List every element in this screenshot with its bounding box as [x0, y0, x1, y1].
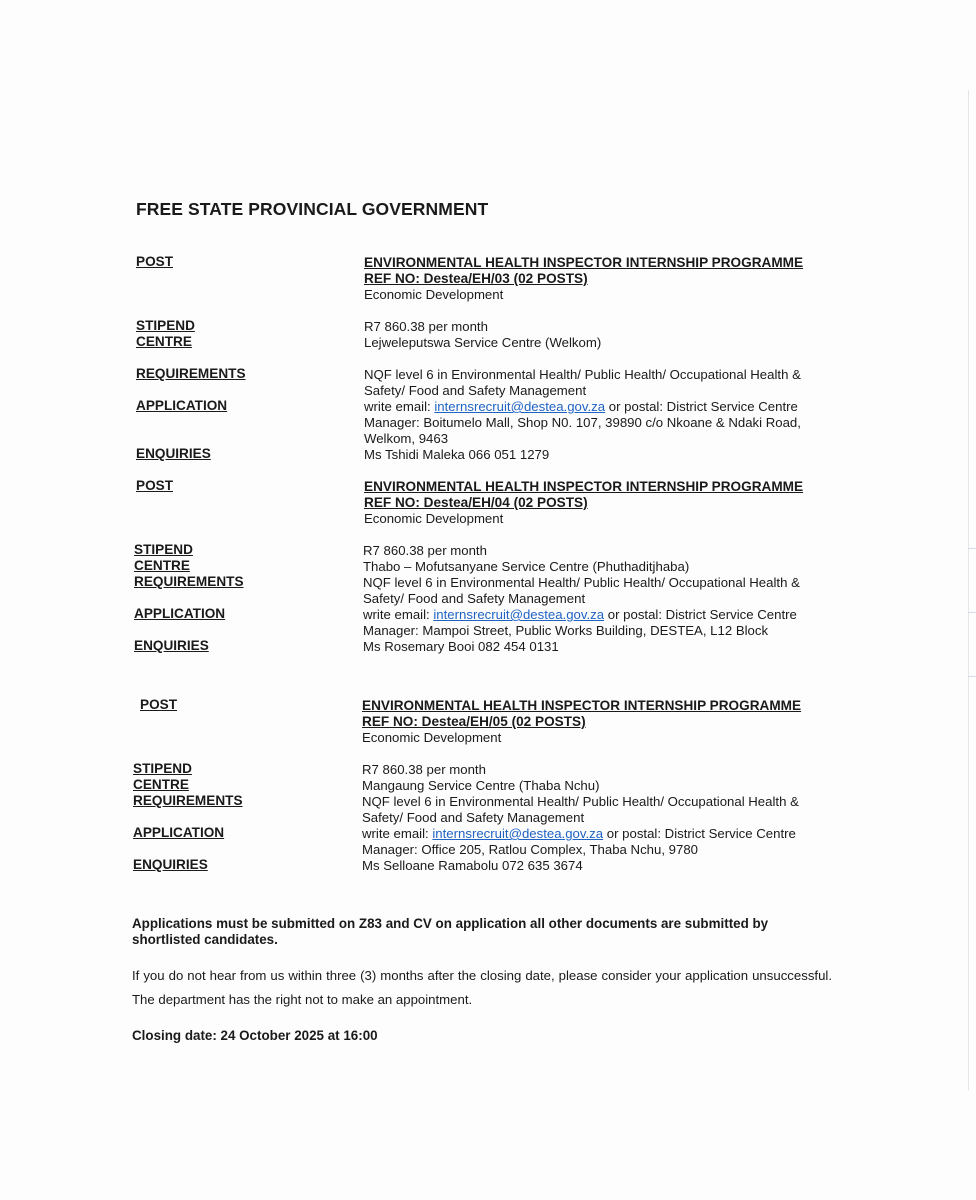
label-post: POST	[136, 254, 174, 269]
application-prefix: write email:	[364, 399, 435, 414]
stipend-value: R7 860.38 per month	[364, 319, 488, 334]
email-link[interactable]: internsrecruit@destea.gov.za	[433, 607, 605, 622]
requirements-line-1: NQF level 6 in Environmental Health/ Public Health/ Occupational Health &	[363, 575, 800, 590]
label-centre: CENTRE	[136, 334, 192, 349]
application-prefix: write email:	[363, 607, 434, 622]
label-enquiries: ENQUIRIES	[134, 638, 209, 653]
requirements-line-2: Safety/ Food and Safety Management	[363, 591, 586, 606]
page-title: FREE STATE PROVINCIAL GOVERNMENT	[136, 199, 489, 219]
scan-edge-tick	[968, 676, 976, 677]
label-stipend: STIPEND	[134, 542, 193, 557]
label-application: APPLICATION	[136, 398, 228, 413]
label-enquiries: ENQUIRIES	[136, 446, 211, 461]
address-line-2: Welkom, 9463	[364, 431, 449, 446]
label-centre: CENTRE	[134, 558, 190, 573]
requirements-line-2: Safety/ Food and Safety Management	[362, 810, 585, 825]
email-link[interactable]: internsrecruit@destea.gov.za	[434, 399, 606, 414]
email-link[interactable]: internsrecruit@destea.gov.za	[432, 826, 604, 841]
label-post: POST	[140, 697, 178, 712]
label-application: APPLICATION	[133, 825, 225, 840]
application-suffix: or postal: District Service Centre	[603, 826, 796, 841]
label-application: APPLICATION	[134, 606, 226, 621]
address-line-1: Manager: Boitumelo Mall, Shop N0. 107, 39890 c/o Nkoane & Ndaki Road,	[364, 415, 801, 430]
post-title: ENVIRONMENTAL HEALTH INSPECTOR INTERNSHIP PROGRAMME	[364, 255, 804, 270]
label-enquiries: ENQUIRIES	[133, 857, 208, 872]
post-ref: REF NO: Destea/EH/05 (02 POSTS)	[362, 714, 586, 729]
submission-note: Applications must be submitted on Z83 and CV on application all other documents are submitted by shortlisted candidates.	[132, 916, 769, 947]
post-department: Economic Development	[364, 511, 504, 526]
label-requirements: REQUIREMENTS	[133, 793, 243, 808]
requirements-line-2: Safety/ Food and Safety Management	[364, 383, 587, 398]
application-suffix: or postal: District Service Centre	[604, 607, 797, 622]
closing-date: Closing date: 24 October 2025 at 16:00	[132, 1028, 378, 1043]
scan-edge-tick	[968, 612, 976, 613]
scan-edge-line	[968, 90, 969, 1090]
post-title: ENVIRONMENTAL HEALTH INSPECTOR INTERNSHIP PROGRAMME	[364, 479, 804, 494]
enquiries-value: Ms Rosemary Booi 082 454 0131	[363, 639, 559, 654]
application-line	[362, 826, 796, 842]
label-centre: CENTRE	[133, 777, 189, 792]
centre-value: Thabo – Mofutsanyane Service Centre (Phuthaditjhaba)	[363, 559, 690, 574]
post-department: Economic Development	[362, 730, 502, 745]
application-suffix: or postal: District Service Centre	[605, 399, 798, 414]
centre-value: Mangaung Service Centre (Thaba Nchu)	[362, 778, 600, 793]
application-line	[364, 399, 798, 415]
unsuccessful-note: If you do not hear from us within three (3) months after the closing date, please consider your application unsuccessful. The department has the right not to make an appointment.	[132, 968, 832, 1007]
stipend-value: R7 860.38 per month	[362, 762, 486, 777]
requirements-line-1: NQF level 6 in Environmental Health/ Public Health/ Occupational Health &	[362, 794, 799, 809]
centre-value: Lejweleputswa Service Centre (Welkom)	[364, 335, 602, 350]
application-prefix: write email:	[362, 826, 433, 841]
enquiries-value: Ms Selloane Ramabolu 072 635 3674	[362, 858, 583, 873]
post-title: ENVIRONMENTAL HEALTH INSPECTOR INTERNSHIP PROGRAMME	[362, 698, 802, 713]
post-department: Economic Development	[364, 287, 504, 302]
label-stipend: STIPEND	[133, 761, 192, 776]
application-line	[363, 607, 797, 623]
label-post: POST	[136, 478, 174, 493]
address-line-1: Manager: Office 205, Ratlou Complex, Thaba Nchu, 9780	[362, 842, 698, 857]
address-line-1: Manager: Mampoi Street, Public Works Building, DESTEA, L12 Block	[363, 623, 769, 638]
stipend-value: R7 860.38 per month	[363, 543, 487, 558]
scan-edge-tick	[968, 548, 976, 549]
requirements-line-1: NQF level 6 in Environmental Health/ Public Health/ Occupational Health &	[364, 367, 801, 382]
label-requirements: REQUIREMENTS	[134, 574, 244, 589]
label-requirements: REQUIREMENTS	[136, 366, 246, 381]
enquiries-value: Ms Tshidi Maleka 066 051 1279	[364, 447, 550, 462]
post-ref: REF NO: Destea/EH/03 (02 POSTS)	[364, 271, 588, 286]
label-stipend: STIPEND	[136, 318, 195, 333]
post-ref: REF NO: Destea/EH/04 (02 POSTS)	[364, 495, 588, 510]
